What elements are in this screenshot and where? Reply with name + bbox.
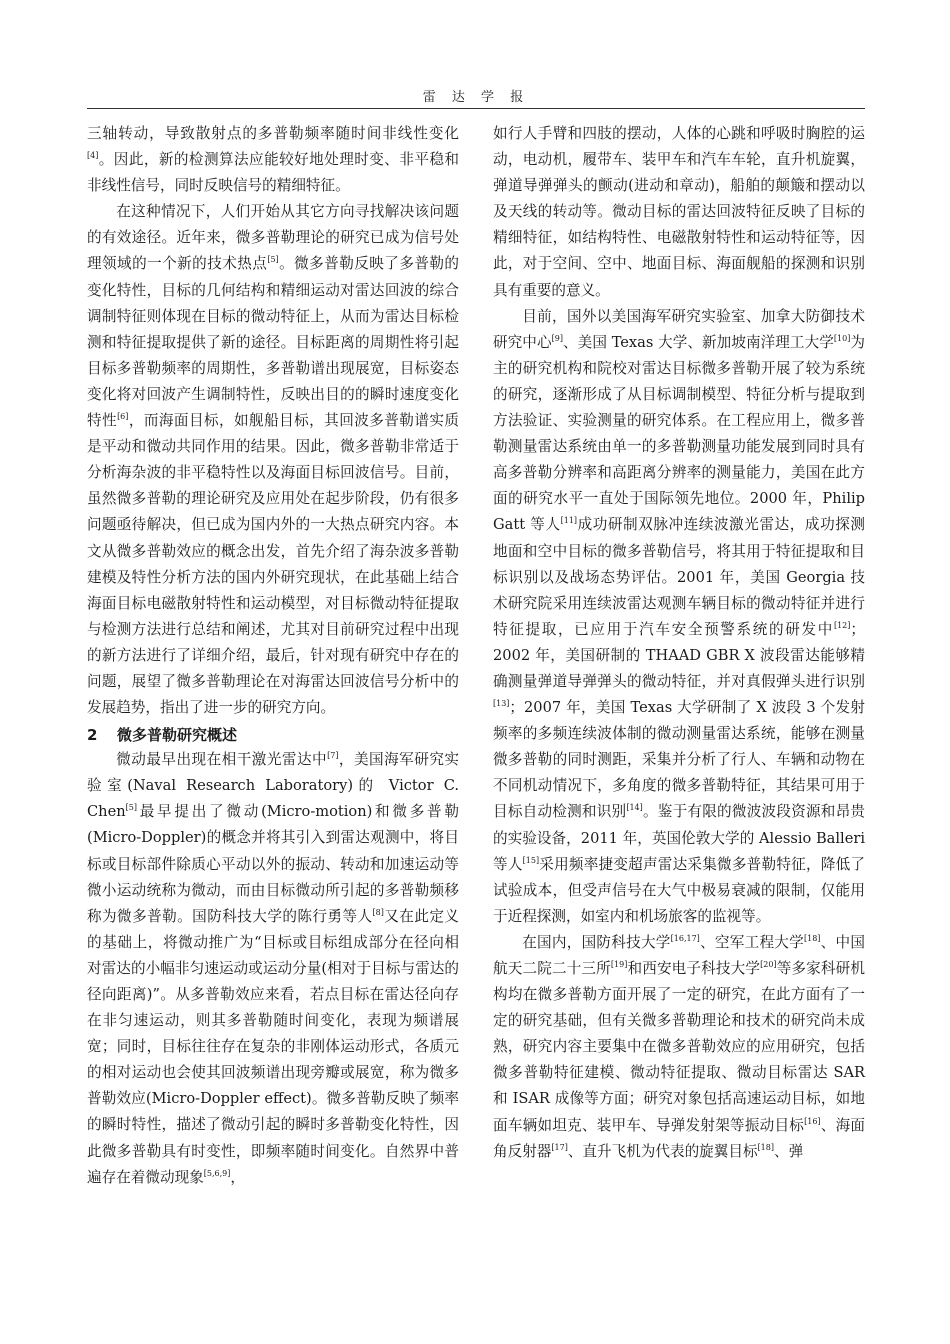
- left-paragraph-3: [87, 747, 459, 1191]
- text: ，: [230, 1168, 245, 1186]
- text: 三轴转动，导致散射点的多普勒频率随时间非线性变化: [87, 125, 459, 142]
- citation: [9]: [551, 333, 563, 343]
- text: 、美国 Texas 大学、新加坡南洋理工大学: [562, 333, 834, 351]
- text: 、弹: [773, 1142, 804, 1160]
- citation: [19]: [610, 960, 628, 969]
- citation: [5,6,9]: [203, 1168, 231, 1178]
- text: 等多家科研机构均在微多普勒方面开展了一定的研究，在此方面有了一定的研究基础，但有关微多普勒理论和技术的研究尚未成熟，研究内容主要集中在微多普勒效应的应用研究，包括微多普勒特征建模、微动特征提取、微动目标雷达 SAR 和 ISAR 成像等方面；研究对象包括高速运动目标，如地面车辆如坦克、装甲车、导弹发射架等振动目标: [493, 960, 865, 1134]
- left-paragraph-2: [87, 199, 459, 721]
- running-header: 雷 达 学 报: [422, 90, 530, 105]
- text: 、海面角反射器: [493, 1116, 865, 1160]
- citation: [12]: [833, 620, 851, 630]
- text: 采用频率捷变超声雷达采集微多普勒特征，降低了试验成本，但受声信号在大气中极易衰减的限制，仅能用于近程探测，如室内和机场旅客的监视等。: [493, 855, 865, 925]
- text: 在这种情况下，人们开始从其它方向寻找解决该问题的有效途径。近年来，微多普勒理论的研究已成为信号处理领域的一个新的技术热点: [87, 203, 459, 273]
- text: 、空军工程大学: [699, 933, 804, 951]
- citation: [18]: [804, 933, 821, 943]
- citation: [16,17]: [670, 933, 700, 943]
- text: 又在此定义的基础上，将微动推广为“目标或目标组成部分在径向相对雷达的小幅非匀速运动或运动分量(相对于目标与雷达的径向距离)”。从多普勒效应来看，若点目标在雷达径向存在非匀速运动，则其多普勒随时间变化，表现为频谱展宽；同时，目标往往存在复杂的非刚体运动形式，各质元的相对运动也会使其回波频谱出现旁瓣或展宽，称为微多普勒效应(Micro-Doppler effect)。微多普勒反映了频率的瞬时特性，描述了微动引起的瞬时多普勒变化特性，因此微多普勒具有时变性，即频率随时间变化。自然界中普遍存在着微动现象: [87, 907, 459, 1186]
- right-paragraph-1: [493, 121, 865, 304]
- text: 成功研制双脉冲连续波激光雷达，成功探测地面和空中目标的微多普勒信号，将其用于特征提取和目标识别以及战场态势评估。2001 年，美国 Georgia 技术研究院采用连续波雷达观测车辆目标的微动特征并进行特征提取，已应用于汽车安全预警系统的研发中: [493, 516, 865, 638]
- citation: [15]: [522, 855, 540, 865]
- text: 为主的研究机构和院校对雷达目标微多普勒开展了较为系统的研究，逐渐形成了从目标调制模型、特征分析与提取到方法验证、实验测量的研究体系。在工程应用上，微多普勒测量雷达系统由单一的多普勒测量功能发展到同时具有高多普勒分辨率和高距离分辨率的测量能力，美国在此方面的研究水平一直处于国际领先地位。2000 年，Philip Gatt 等人: [493, 333, 865, 534]
- text: ，美国海军研究实验室(Naval Research Laboratory)的 Victor C. Chen: [87, 751, 459, 821]
- section-heading: [87, 720, 459, 750]
- text: 如行人手臂和四肢的摆动，人体的心跳和呼吸时胸腔的运动，电动机，履带车、装甲车和汽车车轮，直升机旋翼，弹道导弹弹头的颤动(进动和章动)，船舶的颠簸和摆动以及天线的转动等。微动目标的雷达回波特征反映了目标的精细特征，如结构特性、电磁散射特性和运动特征等，因此，对于空间、空中、地面目标、海面舰船的探测和识别具有重要的意义。: [493, 125, 865, 299]
- text: 、中国航天二院二十三所: [493, 933, 865, 977]
- right-paragraph-2: [493, 304, 865, 930]
- citation: [7]: [327, 751, 339, 761]
- citation: [5]: [125, 803, 137, 813]
- citation: [5]: [267, 255, 279, 265]
- text: 目前，国外以美国海军研究实验室、加拿大防御技术研究中心: [493, 307, 865, 351]
- section-number: 2: [87, 726, 98, 745]
- citation: [16]: [804, 1116, 821, 1126]
- text: ，而海面目标，如舰船目标，其回波多普勒谱实质是平动和微动共同作用的结果。因此，微多普勒非常适于分析海杂波的非平稳特性以及海面目标回波信号。目前，虽然微多普勒的理论研究及应用处在起步阶段，仍有很多问题亟待解决，但已成为国内外的一大热点研究内容。本文从微多普勒效应的概念出发，首先介绍了海杂波多普勒建模及特性分析方法的国内外研究现状，在此基础上结合海面目标电磁散射特性和运动模型，对目标微动特征提取与检测方法进行总结和阐述，尤其对目前研究过程中出现的新方法进行了详细介绍，最后，针对现有研究中存在的问题，展望了微多普勒理论在对海雷达回波信号分析中的发展趋势，指出了进一步的研究方向。: [87, 412, 459, 717]
- citation: [14]: [626, 803, 643, 813]
- text: ；2002 年，美国研制的 THAAD GBR X 波段雷达能够精确测量弹道导弹弹头的微动特征，并对真假弹头进行识别: [493, 620, 865, 690]
- text: 。因此，新的检测算法应能较好地处理时变、非平稳和非线性信号，同时反映信号的精细特征。: [87, 151, 459, 195]
- citation: [4]: [87, 151, 99, 161]
- text: 微动最早出现在相干激光雷达中: [116, 751, 328, 769]
- citation: [18]: [757, 1142, 774, 1152]
- text: 。微多普勒反映了多普勒的变化特性，目标的几何结构和精细运动对雷达回波的综合调制特征则体现在目标的微动特征上，从而为雷达目标检测和特征提取提供了新的途径。目标距离的周期性将引起目标多普勒频率的周期性，多普勒谱出现展宽，目标姿态变化将对回波产生调制特性，反映出目的的瞬时速度变化特性: [87, 255, 459, 430]
- citation: [8]: [372, 907, 384, 917]
- citation: [6]: [117, 412, 129, 422]
- text: ；2007 年，美国 Texas 大学研制了 X 波段 3 个发射频率的多频连续波体制的微动测量雷达系统，能够在测量微多普勒的同时测距，采集并分析了行人、车辆和动物在不同机动情况下，多角度的微多普勒特征，其结果可用于目标自动检测和识别: [493, 699, 865, 821]
- section-title: 微多普勒研究概述: [117, 726, 238, 745]
- right-column: [493, 121, 865, 1165]
- text: 。鉴于有限的微波波段资源和昂贵的实验设备，2011 年，英国伦敦大学的 Alessio Balleri 等人: [493, 803, 865, 873]
- citation: [20]: [760, 960, 777, 969]
- text: 、直升飞机为代表的旋翼目标: [567, 1142, 758, 1160]
- text: 和西安电子科技大学: [627, 960, 761, 977]
- left-paragraph-1: [87, 121, 459, 199]
- text: 在国内，国防科技大学: [522, 933, 671, 951]
- citation: [11]: [560, 516, 578, 526]
- citation: [17]: [551, 1142, 568, 1152]
- citation: [13]: [493, 699, 510, 709]
- left-column: [87, 121, 459, 1191]
- text: 最早提出了微动(Micro-motion)和微多普勒(Micro-Doppler)的概念并将其引入到雷达观测中，将目标或目标部件除质心平动以外的振动、转动和加速运动等微小运动统称为微动，而由目标微动所引起的多普勒频移称为微多普勒。国防科技大学的陈行勇等人: [87, 803, 459, 925]
- citation: [10]: [833, 333, 851, 343]
- right-paragraph-3: [493, 930, 865, 1165]
- header-rule: [87, 108, 865, 109]
